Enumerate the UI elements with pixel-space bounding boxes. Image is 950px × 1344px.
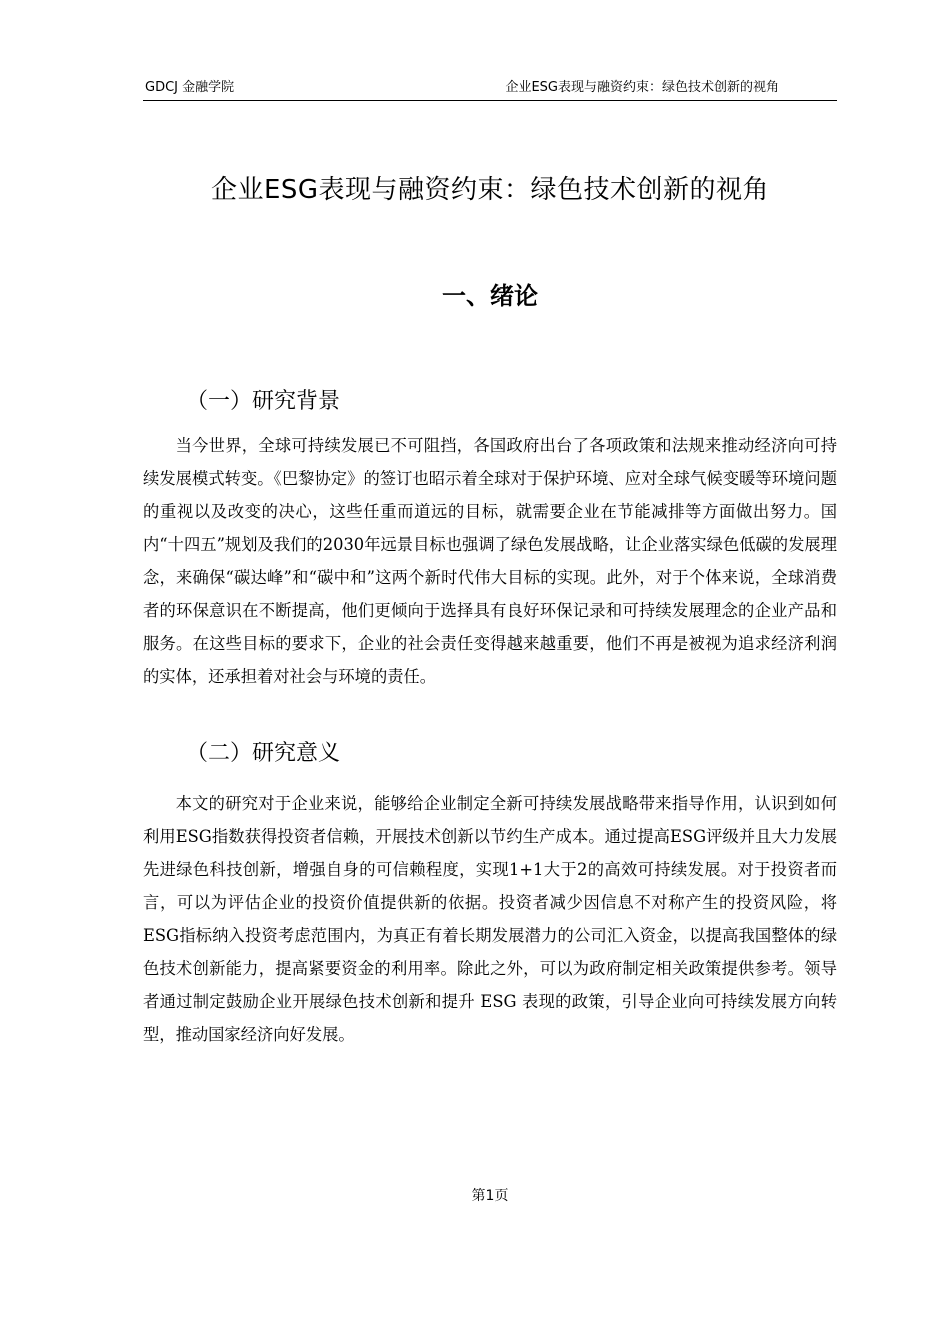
section-heading-significance: （二）研究意义 bbox=[186, 741, 341, 766]
section-heading-background: （一）研究背景 bbox=[186, 389, 341, 414]
paper-title: 企业ESG表现与融资约束：绿色技术创新的视角 bbox=[210, 175, 770, 205]
section-paragraph-significance: 本文的研究对于企业来说，能够给企业制定全新可持续发展战略带来指导作用，认识到如何利用ESG指数获得投资者信赖，开展技术创新以节约生产成本。通过提高ESG评级并且大力发展先进绿色科技创新，增强自身的可信赖程度，实现1+1大于2的高效可持续发展。对于投资者而言，可以为评估企业的投资价值提供新的依据。投资者减少因信息不对称产生的投资风险，将ESG指标纳入投资考虑范围内，为真正有着长期发展潜力的公司汇入资金，以提高我国整体的绿色技术创新能力，提高紧要资金的利用率。除此之外，可以为政府制定相关政策提供参考。领导者通过制定鼓励企业开展绿色技术创新和提升 ESG 表现的政策，引导企业向可持续发展方向转型，推动国家经济向好发展。 bbox=[143, 794, 837, 1044]
running-header bbox=[143, 78, 837, 100]
header-divider bbox=[143, 100, 837, 101]
section-paragraph-background: 当今世界，全球可持续发展已不可阻挡，各国政府出台了各项政策和法规来推动经济向可持续发展模式转变。《巴黎协定》的签订也昭示着全球对于保护环境、应对全球气候变暖等环境问题的重视以及改变的决心，这些任重而道远的目标，就需要企业在节能减排等方面做出努力。国内“十四五”规划及我们的2030年远景目标也强调了绿色发展战略，让企业落实绿色低碳的发展理念，来确保“碳达峰”和“碳中和”这两个新时代伟大目标的实现。此外，对于个体来说，全球消费者的环保意识在不断提高，他们更倾向于选择具有良好环保记录和可持续发展理念的企业产品和服务。在这些目标的要求下，企业的社会责任变得越来越重要，他们不再是被视为追求经济利润的实体，还承担着对社会与环境的责任。 bbox=[143, 436, 837, 686]
header-institution: GDCJ 金融学院 bbox=[145, 80, 235, 95]
header-paper-title: 企业ESG表现与融资约束：绿色技术创新的视角 bbox=[505, 80, 779, 95]
page-number: 第1页 bbox=[471, 1188, 509, 1204]
chapter-heading: 一、绪论 bbox=[442, 282, 538, 310]
